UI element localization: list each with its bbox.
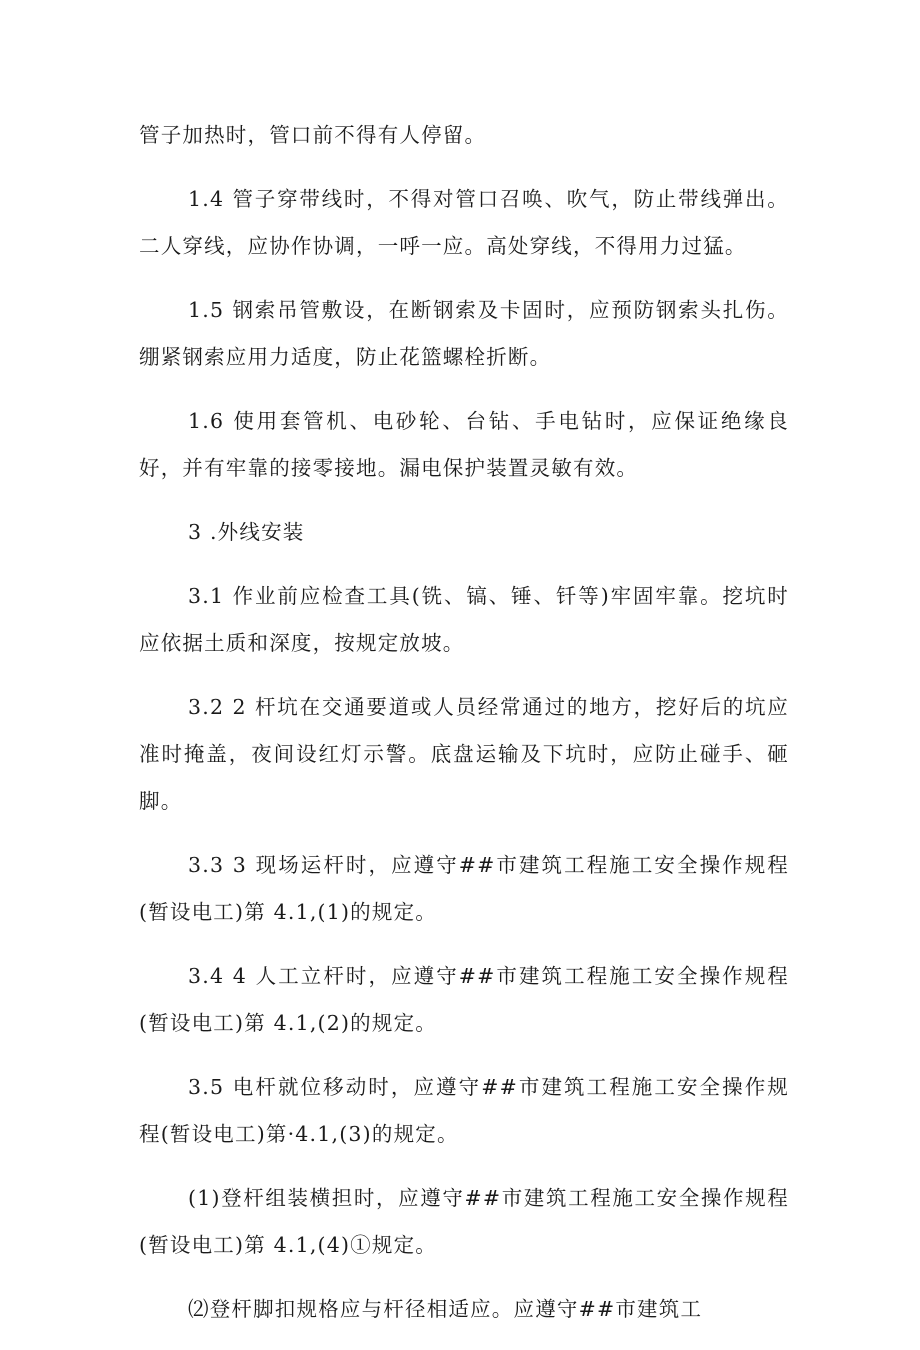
section-heading-outdoor-line: 3 .外线安装: [188, 520, 305, 544]
document-body: [139, 112, 789, 1350]
paragraph-1-6: 1.6 使用套管机、电砂轮、台钻、手电钻时，应保证绝缘良好，并有牢靠的接零接地。漏电保护装置灵敏有效。: [139, 409, 789, 480]
paragraph-3-2: 3.2 2 杆坑在交通要道或人员经常通过的地方，挖好后的坑应准时掩盖，夜间设红灯示警。底盘运输及下坑时，应防止碰手、砸脚。: [139, 695, 789, 813]
paragraph-1-4: 1.4 管子穿带线时，不得对管口召唤、吹气，防止带线弹出。二人穿线，应协作协调，一呼一应。高处穿线，不得用力过猛。: [139, 187, 789, 258]
paragraph-item-2: ⑵登杆脚扣规格应与杆径相适应。应遵守##市建筑工: [188, 1297, 703, 1321]
paragraph-1-5: 1.5 钢索吊管敷设，在断钢索及卡固时，应预防钢索头扎伤。绷紧钢索应用力适度，防止花篮螺栓折断。: [139, 298, 789, 369]
paragraph-item-1: (1)登杆组装横担时，应遵守##市建筑工程施工安全操作规程(暂设电工)第 4.1,(4)①规定。: [139, 1186, 789, 1257]
paragraph-3-3: 3.3 3 现场运杆时，应遵守##市建筑工程施工安全操作规程(暂设电工)第 4.1,(1)的规定。: [139, 853, 789, 924]
paragraph: 管子加热时，管口前不得有人停留。: [139, 123, 487, 147]
paragraph-3-1: 3.1 作业前应检查工具(铣、镐、锤、钎等)牢固牢靠。挖坑时应依据土质和深度，按规定放坡。: [139, 584, 789, 655]
paragraph-3-5: 3.5 电杆就位移动时，应遵守##市建筑工程施工安全操作规程(暂设电工)第·4.1,(3)的规定。: [139, 1075, 789, 1146]
paragraph-3-4: 3.4 4 人工立杆时，应遵守##市建筑工程施工安全操作规程(暂设电工)第 4.1,(2)的规定。: [139, 964, 789, 1035]
